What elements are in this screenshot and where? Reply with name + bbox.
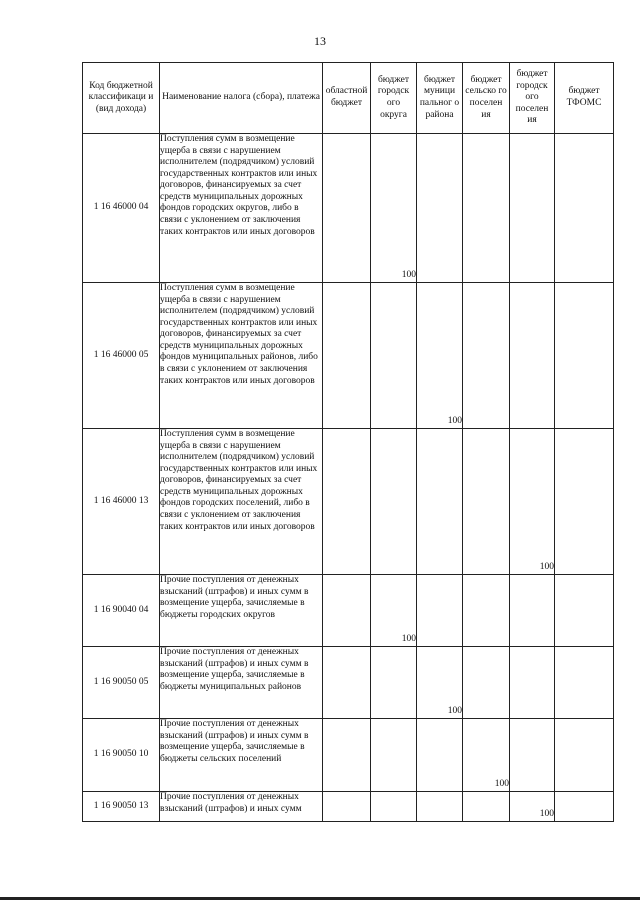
row-value-city-district — [371, 429, 417, 575]
row-code: 1 16 46000 04 — [83, 134, 160, 283]
table-row — [83, 283, 614, 429]
row-value-regional — [323, 792, 371, 822]
header-urban-settlement-budget: бюджет городск ого поселен ия — [510, 63, 555, 134]
row-value-tfoms — [555, 134, 614, 283]
row-value-rural-settlement — [463, 647, 510, 719]
table-row — [83, 792, 614, 822]
row-value-tfoms — [555, 719, 614, 792]
row-value-urban-settlement — [510, 575, 555, 647]
table-header-row — [83, 63, 614, 134]
row-value-municipal-district — [417, 429, 463, 575]
row-value-urban-settlement — [510, 647, 555, 719]
row-value-municipal-district: 100 — [417, 283, 463, 429]
row-value-city-district — [371, 719, 417, 792]
row-code: 1 16 46000 13 — [83, 429, 160, 575]
row-value-rural-settlement — [463, 429, 510, 575]
table-row — [83, 134, 614, 283]
row-value-tfoms — [555, 575, 614, 647]
row-value-city-district: 100 — [371, 575, 417, 647]
row-code: 1 16 90050 05 — [83, 647, 160, 719]
row-value-regional — [323, 575, 371, 647]
row-value-rural-settlement — [463, 134, 510, 283]
row-value-rural-settlement: 100 — [463, 719, 510, 792]
row-value-rural-settlement — [463, 792, 510, 822]
row-value-municipal-district — [417, 575, 463, 647]
row-value-municipal-district — [417, 792, 463, 822]
row-value-urban-settlement — [510, 719, 555, 792]
row-value-municipal-district — [417, 719, 463, 792]
row-value-rural-settlement — [463, 283, 510, 429]
row-value-urban-settlement — [510, 134, 555, 283]
page-number: 13 — [314, 34, 326, 48]
row-value-city-district — [371, 647, 417, 719]
header-name: Наименование налога (сбора), платежа — [160, 63, 323, 134]
row-value-regional — [323, 429, 371, 575]
row-code: 1 16 90040 04 — [83, 575, 160, 647]
row-value-tfoms — [555, 283, 614, 429]
header-tfoms-budget: бюджет ТФОМС — [555, 63, 614, 134]
row-value-tfoms — [555, 429, 614, 575]
row-value-regional — [323, 283, 371, 429]
row-value-city-district: 100 — [371, 134, 417, 283]
header-city-district-budget: бюджет городск ого округа — [371, 63, 417, 134]
row-name: Поступления сумм в возмещение ущерба в связи с нарушением исполнителем (подрядчиком) условий государственных контрактов или иных договоров, финансируемых за счет средств муниципальных дорожных фондов городских поселений, либо в связи с уклонением от заключения таких контрактов или иных договоров — [160, 429, 323, 575]
row-name: Поступления сумм в возмещение ущерба в связи с нарушением исполнителем (подрядчиком) условий государственных контрактов или иных договоров, финансируемых за счет средств муниципальных дорожных фондов муниципальных районов, либо в связи с уклонением от заключения таких контрактов или иных договоров — [160, 283, 323, 429]
row-value-urban-settlement: 100 — [510, 429, 555, 575]
header-code: Код бюджетной классификаци и (вид дохода) — [83, 63, 160, 134]
row-value-urban-settlement: 100 — [510, 792, 555, 822]
header-regional-budget: областной бюджет — [323, 63, 371, 134]
row-code: 1 16 46000 05 — [83, 283, 160, 429]
row-value-regional — [323, 647, 371, 719]
row-code: 1 16 90050 13 — [83, 792, 160, 822]
row-name: Поступления сумм в возмещение ущерба в связи с нарушением исполнителем (подрядчиком) условий государственных контрактов или иных договоров, финансируемых за счет средств муниципальных дорожных фондов городских округов, либо в связи с уклонением от заключения таких контрактов или иных договоров — [160, 134, 323, 283]
row-value-rural-settlement — [463, 575, 510, 647]
row-name: Прочие поступления от денежных взысканий (штрафов) и иных сумм в возмещение ущерба, зачисляемые в бюджеты городских округов — [160, 575, 323, 647]
row-value-city-district — [371, 792, 417, 822]
header-rural-settlement-budget: бюджет сельско го поселен ия — [463, 63, 510, 134]
row-name: Прочие поступления от денежных взысканий (штрафов) и иных сумм в возмещение ущерба, зачисляемые в бюджеты сельских поселений — [160, 719, 323, 792]
table-row — [83, 647, 614, 719]
row-value-tfoms — [555, 647, 614, 719]
row-value-municipal-district — [417, 134, 463, 283]
row-value-city-district — [371, 283, 417, 429]
row-value-regional — [323, 719, 371, 792]
table-row — [83, 429, 614, 575]
row-code: 1 16 90050 10 — [83, 719, 160, 792]
row-value-tfoms — [555, 792, 614, 822]
row-name: Прочие поступления от денежных взысканий (штрафов) и иных сумм — [160, 792, 323, 822]
header-municipal-district-budget: бюджет муници пальног о района — [417, 63, 463, 134]
budget-distribution-table — [82, 62, 614, 822]
row-name: Прочие поступления от денежных взысканий (штрафов) и иных сумм в возмещение ущерба, зачисляемые в бюджеты муниципальных районов — [160, 647, 323, 719]
table-row — [83, 719, 614, 792]
row-value-municipal-district: 100 — [417, 647, 463, 719]
table-row — [83, 575, 614, 647]
row-value-urban-settlement — [510, 283, 555, 429]
row-value-regional — [323, 134, 371, 283]
bottom-border-line — [0, 897, 640, 900]
